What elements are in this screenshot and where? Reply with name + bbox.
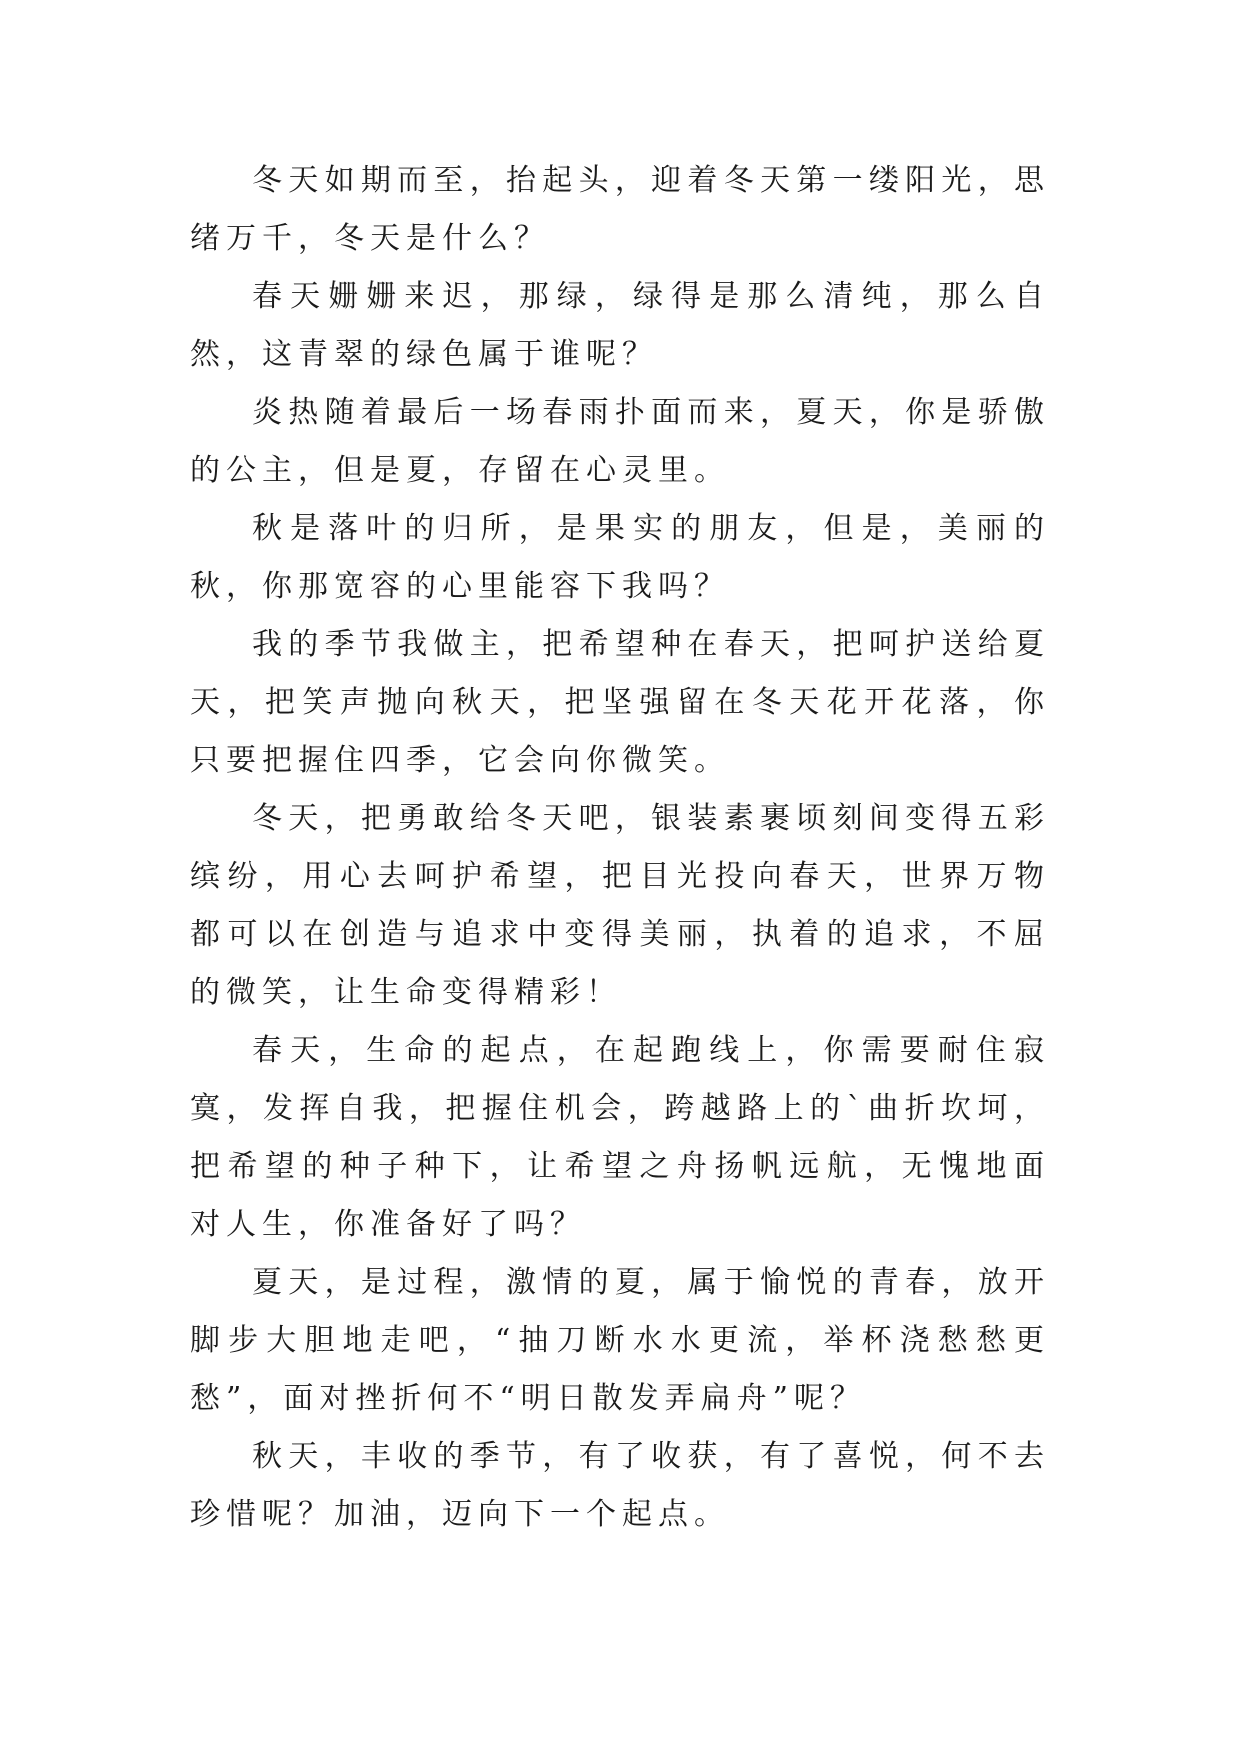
paragraph-7: 春天，生命的起点，在起跑线上，你需要耐住寂寞，发挥自我，把握住机会，跨越路上的`曲折坎坷，把希望的种子种下，让希望之舟扬帆远航，无愧地面对人生，你准备好了吗？ [190,1033,1050,1242]
paragraph-5: 我的季节我做主，把希望种在春天，把呵护送给夏天，把笑声抛向秋天，把坚强留在冬天花开花落，你只要把握住四季，它会向你微笑。 [190,627,1050,778]
paragraph-8: 夏天，是过程，激情的夏，属于愉悦的青春，放开脚步大胆地走吧，“抽刀断水水更流，举杯浇愁愁更愁”，面对挫折何不“明日散发弄扁舟”呢？ [190,1265,1050,1416]
paragraph-2: 春天姗姗来迟，那绿，绿得是那么清纯，那么自然，这青翠的绿色属于谁呢？ [190,279,1050,372]
paragraph-4: 秋是落叶的归所，是果实的朋友，但是，美丽的秋，你那宽容的心里能容下我吗？ [190,511,1050,604]
paragraph-9: 秋天，丰收的季节，有了收获，有了喜悦，何不去珍惜呢？加油，迈向下一个起点。 [190,1439,1050,1532]
paragraph-3: 炎热随着最后一场春雨扑面而来，夏天，你是骄傲的公主，但是夏，存留在心灵里。 [190,395,1050,488]
paragraph-1: 冬天如期而至，抬起头，迎着冬天第一缕阳光，思绪万千，冬天是什么？ [190,163,1050,256]
paragraph-6: 冬天，把勇敢给冬天吧，银装素裹顷刻间变得五彩缤纷，用心去呵护希望，把目光投向春天，世界万物都可以在创造与追求中变得美丽，执着的追求，不屈的微笑，让生命变得精彩！ [190,801,1050,1010]
document-body [190,152,1050,1544]
